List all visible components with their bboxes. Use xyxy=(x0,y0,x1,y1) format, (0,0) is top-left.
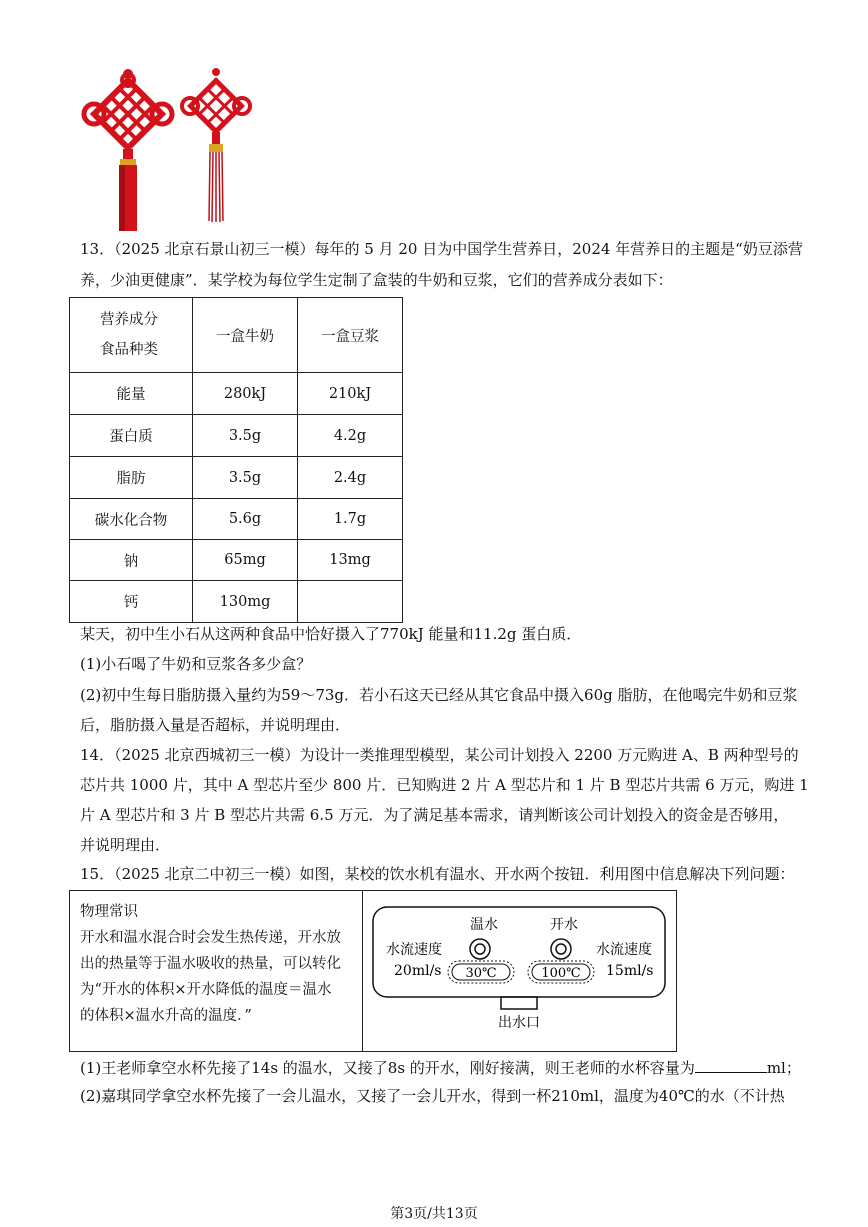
table-row xyxy=(70,499,403,540)
row-soy: 4.2g xyxy=(298,415,403,457)
box-divider xyxy=(362,891,363,1051)
table-row xyxy=(70,457,403,499)
row-milk: 3.5g xyxy=(193,457,298,499)
q13-after-text: 某天，初中生小石从这两种食品中恰好摄入了770kJ 能量和11.2g 蛋白质． xyxy=(80,625,582,643)
q14-line1: 14．（2025 北京西城初三一模）为设计一类推理型模型，某公司计划投入 2200 万元购进 A、B 两种型号的 xyxy=(80,746,799,764)
flow-right-label: 水流速度 xyxy=(596,942,652,958)
physics-info-box xyxy=(69,890,677,1052)
water-dispenser-diagram xyxy=(368,899,674,1045)
warm-temp: 30℃ xyxy=(465,966,497,981)
q14-line2: 芯片共 1000 片，其中 A 型芯片至少 800 片．已知购进 2 片 A 型芯片和 1 片 B 型芯片共需 6 万元，购进 1 xyxy=(80,776,809,794)
q13-part2-line1: (2)初中生每日脂肪摄入量约为59～73g．若小石这天已经从其它食品中摄入60g 脂肪，在他喝完牛奶和豆浆 xyxy=(80,686,798,704)
physics-text xyxy=(80,899,360,1029)
box-line: 出的热量等于温水吸收的热量，可以转化 xyxy=(80,956,341,972)
hot-button-icon xyxy=(551,939,571,959)
row-milk: 280kJ xyxy=(193,373,298,415)
q13-part2-line2: 后，脂肪摄入量是否超标，并说明理由． xyxy=(80,716,351,734)
q15-part1-text: (1)王老师拿空水杯先接了14s 的温水，又接了8s 的开水，刚好接满，则王老师的水杯容量为 xyxy=(80,1059,695,1077)
q14-line3: 片 A 型芯片和 3 片 B 型芯片共需 6.5 万元．为了满足基本需求，请判断该公司计划投入的资金是否够用， xyxy=(80,806,789,824)
box-title: 物理常识 xyxy=(80,904,138,920)
flow-left-label: 水流速度 xyxy=(386,942,442,958)
q15-part1 xyxy=(80,1056,801,1078)
row-name: 碳水化合物 xyxy=(70,499,193,540)
warm-label: 温水 xyxy=(470,917,498,933)
row-soy: 210kJ xyxy=(298,373,403,415)
q13-text-line2: 养，少油更健康”．某学校为每位学生定制了盒装的牛奶和豆浆，它们的营养成分表如下： xyxy=(80,271,673,289)
warm-button-icon xyxy=(470,939,490,959)
flow-right-value: 15ml/s xyxy=(606,963,654,979)
row-name: 钠 xyxy=(70,540,193,581)
q13-text-line1: 13．（2025 北京石景山初三一模）每年的 5 月 20 日为中国学生营养日，2024 年营养日的主题是“奶豆添营 xyxy=(80,240,803,258)
table-row xyxy=(70,581,403,623)
nutrition-table xyxy=(69,297,403,623)
header-milk: 一盒牛奶 xyxy=(193,298,298,373)
q15-line1: 15．（2025 北京二中初三一模）如图，某校的饮水机有温水、开水两个按钮．利用图中信息解决下列问题： xyxy=(80,865,795,883)
outlet-label: 出水口 xyxy=(498,1015,540,1031)
q13-part1: (1)小石喝了牛奶和豆浆各多少盒？ xyxy=(80,655,312,673)
row-name: 钙 xyxy=(70,581,193,623)
table-row xyxy=(70,415,403,457)
small-knot-icon xyxy=(182,68,250,222)
chinese-knot-image xyxy=(76,66,256,232)
q15-part1-unit: ml； xyxy=(766,1059,801,1077)
hot-temp: 100℃ xyxy=(541,966,581,981)
table-row xyxy=(70,373,403,415)
flow-left-value: 20ml/s xyxy=(394,963,442,979)
q15-part2: (2)嘉琪同学拿空水杯先接了一会儿温水，又接了一会儿开水，得到一杯210ml，温度为40℃的水（不计热 xyxy=(80,1087,785,1105)
header-soy: 一盒豆浆 xyxy=(298,298,403,373)
q14-line4: 并说明理由． xyxy=(80,836,171,854)
table-row xyxy=(70,540,403,581)
row-soy: 1.7g xyxy=(298,499,403,540)
row-milk: 3.5g xyxy=(193,415,298,457)
row-soy: 2.4g xyxy=(298,457,403,499)
row-milk: 130mg xyxy=(193,581,298,623)
box-line: 为“开水的体积×开水降低的温度＝温水 xyxy=(80,982,332,998)
row-milk: 65mg xyxy=(193,540,298,581)
row-milk: 5.6g xyxy=(193,499,298,540)
row-soy xyxy=(298,581,403,623)
table-header-row xyxy=(70,298,403,373)
row-soy: 13mg xyxy=(298,540,403,581)
row-name: 蛋白质 xyxy=(70,415,193,457)
page-footer: 第3页/共13页 xyxy=(390,1206,478,1222)
row-name: 脂肪 xyxy=(70,457,193,499)
header-bottom-label: 食品种类 xyxy=(100,342,158,358)
hot-label: 开水 xyxy=(550,917,578,933)
large-knot-icon xyxy=(84,69,172,231)
header-diagonal-cell xyxy=(70,298,193,373)
row-name: 能量 xyxy=(70,373,193,415)
box-line: 开水和温水混合时会发生热传递，开水放 xyxy=(80,930,341,946)
answer-blank xyxy=(695,1056,767,1073)
header-top-label: 营养成分 xyxy=(100,312,158,328)
box-line: 的体积×温水升高的温度．” xyxy=(80,1008,252,1024)
